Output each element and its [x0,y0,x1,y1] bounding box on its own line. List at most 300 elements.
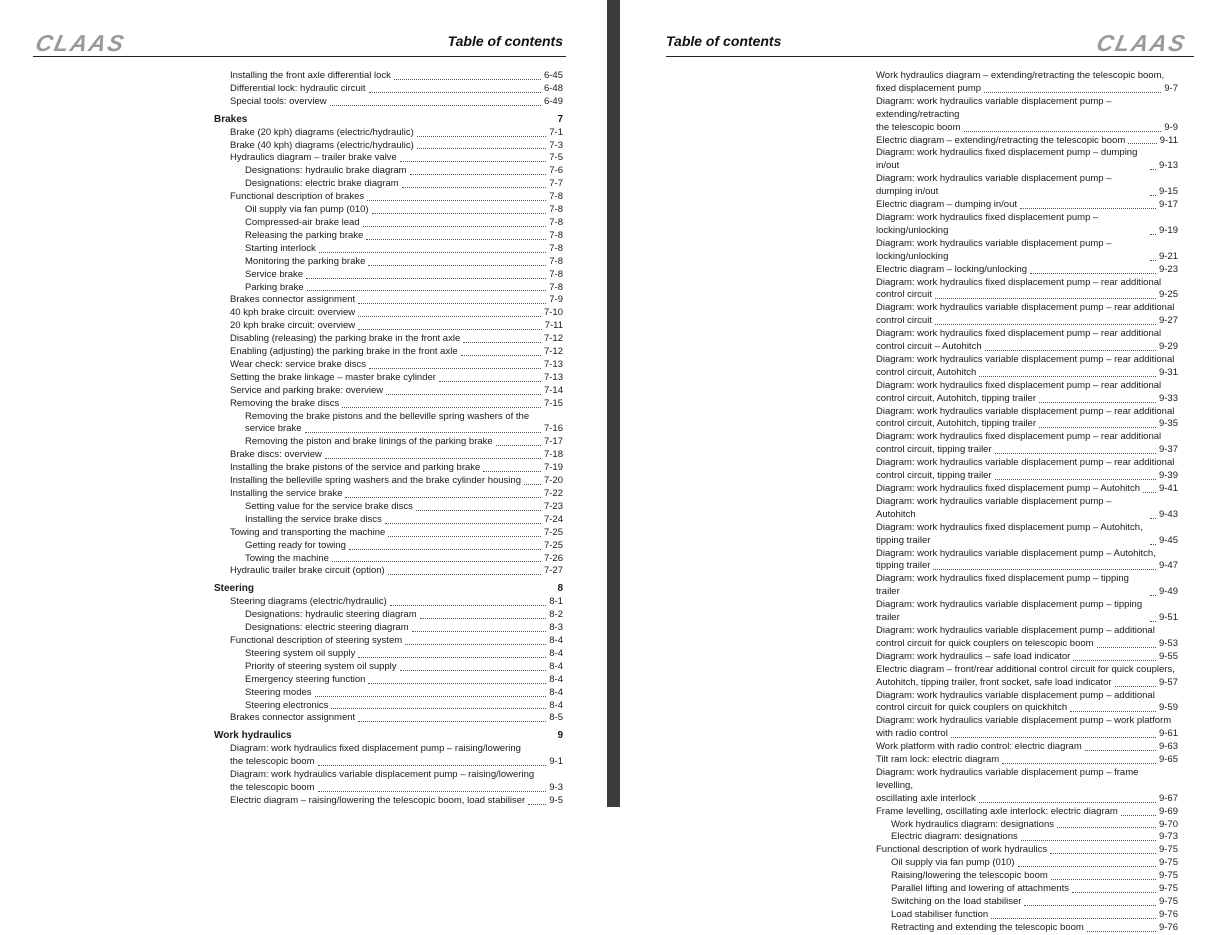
toc-leader-dots [349,549,541,550]
toc-entry[interactable] [860,470,1178,483]
toc-entry[interactable] [214,385,563,398]
toc-leader-dots [1002,763,1156,764]
toc-entry-page: 9-27 [1158,315,1178,327]
toc-entry[interactable] [860,380,1178,393]
toc-leader-dots [1121,815,1156,816]
toc-entry-page: 7 [557,113,563,125]
toc-entry-title: Diagram: work hydraulics variable displacement pump – locking/unlocking [876,237,1112,262]
toc-leader-dots [1097,647,1156,648]
toc-leader-dots [363,226,547,227]
toc-entry-page: 7-20 [543,475,563,487]
toc-leader-dots [388,536,541,537]
toc-leader-dots [1143,492,1156,493]
toc-entry-title: Diagram: work hydraulics variable displacement pump – raising/lowering [230,769,535,781]
toc-leader-dots [358,316,541,317]
toc-leader-dots [358,657,546,658]
toc-entry-page: 8-4 [549,673,563,685]
toc-entry[interactable] [214,462,563,475]
toc-entry-page: 9-1 [549,756,563,768]
toc-entry[interactable] [214,294,563,307]
toc-entry-title: Diagram: work hydraulics variable displacement pump – Autohitch, [876,547,1156,559]
toc-entry-title: Steering diagrams (electric/hydraulic) [230,596,387,608]
toc-entry[interactable] [214,687,563,700]
toc-entry-title: 20 kph brake circuit: overview [230,320,356,332]
toc-entry-page: 6-45 [543,70,563,81]
toc-entry-title: Steering electronics [245,699,329,711]
toc-entry[interactable] [860,289,1178,302]
toc-entry[interactable] [214,165,563,178]
toc-entry[interactable] [214,423,563,436]
toc-entry-page: 9-63 [1158,741,1178,753]
toc-entry[interactable] [860,277,1178,290]
toc-entry-page: 9-57 [1158,676,1178,688]
toc-entry-title: Diagram: work hydraulics – safe load indicator [876,650,1071,662]
toc-entry-page: 7-23 [543,500,563,512]
toc-leader-dots [984,92,1161,93]
toc-entry[interactable] [860,793,1178,806]
toc-entry[interactable] [860,767,1178,793]
toc-entry-title: Autohitch, tipping trailer, front socket, safe load indicator [876,676,1112,688]
toc-section-heading[interactable] [214,730,563,743]
toc-leader-dots [1072,892,1156,893]
toc-entry-title: Emergency steering function [245,673,366,685]
toc-entry[interactable] [860,754,1178,767]
toc-leader-dots [1150,260,1156,261]
toc-entry-title: service brake [245,423,302,435]
toc-entry[interactable] [860,406,1178,419]
toc-entry[interactable] [214,743,563,756]
toc-entry-page: 9 [557,730,563,742]
toc-entry-title: control circuit – Autohitch [876,341,982,353]
toc-entry[interactable] [860,883,1178,896]
toc-entry-page: 9-31 [1158,366,1178,378]
toc-entry-title: tipping trailer [876,560,931,572]
toc-entry[interactable] [860,354,1178,367]
toc-entry-title: Diagram: work hydraulics variable displacement pump – rear additional [876,302,1175,314]
toc-entry[interactable] [860,741,1178,754]
toc-entry-title: Removing the brake discs [230,397,340,409]
toc-leader-dots [369,92,541,93]
toc-entry[interactable] [860,457,1178,470]
toc-entry[interactable] [214,70,563,83]
toc-entry-title: Diagram: work hydraulics fixed displacement pump – dumping in/out [876,147,1138,172]
toc-entry[interactable] [214,553,563,566]
toc-leader-dots [358,303,546,304]
toc-entry-title: the telescopic boom [230,781,315,793]
toc-entry[interactable] [860,238,1178,264]
toc-entry-page: 9-47 [1158,560,1178,572]
toc-entry-page: 9-75 [1158,896,1178,907]
toc-entry[interactable] [860,548,1178,561]
toc-leader-dots [1021,840,1156,841]
toc-entry-page: 9-39 [1158,470,1178,482]
toc-entry[interactable] [214,514,563,527]
toc-entry-title: Tilt ram lock: electric diagram [876,754,1000,766]
toc-entry-page: 7-17 [543,436,563,448]
toc-entry-page: 9-61 [1158,728,1178,740]
toc-leader-dots [305,432,541,433]
toc-leader-dots [1073,660,1156,661]
toc-entry[interactable] [860,806,1178,819]
toc-leader-dots [390,605,546,606]
toc-leader-dots [385,523,541,524]
page-divider [607,0,620,807]
toc-entry-page: 9-29 [1158,341,1178,353]
toc-entry[interactable] [860,418,1178,431]
toc-entry[interactable] [214,152,563,165]
toc-entry-page: 7-13 [543,371,563,383]
toc-entry[interactable] [860,857,1178,870]
toc-leader-dots [1150,169,1156,170]
toc-entry-title: Electric diagram – extending/retracting the telescopic boom [876,134,1126,146]
toc-entry[interactable] [214,398,563,411]
toc-entry[interactable] [214,243,563,256]
toc-list-left [214,70,563,808]
toc-entry-title: Starting interlock [245,242,316,254]
toc-leader-dots [367,200,546,201]
toc-entry[interactable] [860,302,1178,315]
toc-entry-title: Diagram: work hydraulics fixed displacement pump – Autohitch [876,483,1141,494]
toc-entry-page: 9-37 [1158,444,1178,456]
toc-leader-dots [985,350,1156,351]
toc-leader-dots [420,618,547,619]
toc-entry-page: 8-3 [549,622,563,634]
toc-entry-title: Priority of steering system oil supply [245,660,397,672]
toc-entry[interactable] [214,191,563,204]
toc-leader-dots [306,278,546,279]
toc-entry-page: 8-4 [549,634,563,646]
toc-entry-title: with radio control [876,728,948,740]
toc-entry-page: 9-9 [1164,121,1178,133]
toc-entry[interactable] [860,844,1178,857]
toc-entry-title: Functional description of steering system [230,634,403,646]
toc-entry-title: Electric diagram – dumping in/out [876,199,1017,211]
toc-entry[interactable] [214,269,563,282]
toc-entry[interactable] [214,333,563,346]
toc-entry-title: Diagram: work hydraulics fixed displacement pump – rear additional [876,379,1162,391]
toc-entry-page: 7-27 [543,565,563,577]
toc-leader-dots [318,765,547,766]
toc-entry[interactable] [214,178,563,191]
toc-entry[interactable] [860,638,1178,651]
toc-entry-title: control circuit, tipping trailer [876,444,992,456]
toc-entry[interactable] [860,677,1178,690]
toc-entry-page: 9-5 [549,794,563,806]
toc-entry-page: 9-67 [1158,792,1178,804]
toc-entry-title: Installing the brake pistons of the service and parking brake [230,462,481,474]
toc-entry[interactable] [214,756,563,769]
toc-leader-dots [1020,208,1156,209]
toc-entry[interactable] [860,70,1178,83]
toc-leader-dots [1115,686,1156,687]
toc-entry[interactable] [214,674,563,687]
toc-entry-title: Diagram: work hydraulics fixed displacement pump – rear additional [876,328,1162,340]
toc-entry-page: 9-3 [549,781,563,793]
toc-entry-page: 9-75 [1158,870,1178,882]
toc-entry-page: 9-19 [1158,224,1178,236]
toc-entry-page: 8-1 [549,596,563,608]
toc-entry[interactable] [860,651,1178,664]
toc-leader-dots [1150,195,1156,196]
toc-entry-title: Designations: hydraulic steering diagram [245,609,417,621]
toc-entry[interactable] [860,328,1178,341]
toc-entry-title: Diagram: work hydraulics variable displacement pump – dumping in/out [876,173,1112,198]
toc-entry[interactable] [214,622,563,635]
toc-leader-dots [372,213,547,214]
toc-section-heading[interactable] [214,114,563,127]
toc-entry[interactable] [214,635,563,648]
toc-entry-title: control circuit [876,289,932,301]
toc-entry-title: Setting value for the service brake discs [245,500,413,512]
toc-entry[interactable] [860,122,1178,135]
toc-entry[interactable] [214,769,563,782]
toc-entry-title: control circuit, tipping trailer [876,470,992,482]
toc-entry[interactable] [860,96,1178,122]
toc-entry-page: 8-4 [549,686,563,698]
toc-entry[interactable] [214,527,563,540]
toc-entry[interactable] [860,393,1178,406]
toc-entry[interactable] [860,728,1178,741]
toc-entry[interactable] [860,83,1178,96]
toc-leader-dots [439,381,541,382]
toc-entry-title: Load stabiliser function [891,908,989,920]
toc-entry-page: 6-49 [543,95,563,107]
toc-entry[interactable] [860,135,1178,148]
toc-entry[interactable] [860,315,1178,328]
toc-leader-dots [332,561,541,562]
toc-entry-title: Diagram: work hydraulics variable displacement pump – frame levelling, [876,766,1139,791]
toc-leader-dots [995,453,1156,454]
toc-entry[interactable] [214,372,563,385]
toc-entry[interactable] [214,346,563,359]
toc-entry-title: Setting the brake linkage – master brake cylinder [230,371,436,383]
toc-entry[interactable] [214,204,563,217]
toc-leader-dots [461,355,541,356]
toc-entry-title: Diagram: work hydraulics variable displacement pump – rear additional [876,405,1175,417]
toc-entry-page: 7-8 [549,216,563,228]
toc-entry-title: Removing the brake pistons and the belleville spring washers of the [245,410,530,422]
toc-entry[interactable] [860,573,1178,599]
toc-entry-title: control circuit, Autohitch, tipping trailer [876,392,1036,404]
toc-leader-dots [417,148,547,149]
toc-entry-page: 7-8 [549,281,563,293]
toc-entry-title: the telescopic boom [876,121,961,133]
toc-entry-page: 9-75 [1158,844,1178,856]
toc-leader-dots [388,574,541,575]
toc-entry[interactable] [860,212,1178,238]
toc-leader-dots [1039,427,1156,428]
toc-entry[interactable] [860,625,1178,638]
toc-entry[interactable] [860,819,1178,832]
toc-entry[interactable] [214,436,563,449]
toc-entry-title: Diagram: work hydraulics variable displacement pump – additional [876,624,1155,636]
toc-entry-page: 9-41 [1158,483,1178,494]
toc-entry-title: Electric diagram – locking/unlocking [876,263,1028,275]
toc-entry-page: 7-10 [543,307,563,319]
toc-entry-page: 7-6 [549,165,563,177]
toc-leader-dots [400,161,546,162]
toc-entry-title: Brakes connector assignment [230,712,356,724]
toc-leader-dots [991,918,1156,919]
toc-entry[interactable] [214,307,563,320]
toc-leader-dots [1087,931,1156,932]
toc-entry[interactable] [214,795,563,808]
toc-entry[interactable] [860,922,1178,935]
toc-entry-title: Designations: electric brake diagram [245,178,399,190]
toc-entry-page: 9-73 [1158,831,1178,843]
toc-entry-page: 7-24 [543,513,563,525]
toc-leader-dots [1150,518,1156,519]
toc-entry-title: Hydraulic trailer brake circuit (option) [230,565,385,577]
toc-leader-dots [1085,750,1156,751]
toc-entry-title: Steering [214,583,255,595]
toc-entry-title: Diagram: work hydraulics fixed displacement pump – rear additional [876,431,1162,443]
toc-entry[interactable] [214,475,563,488]
toc-list-right [860,70,1178,935]
toc-entry-title: Work hydraulics [214,730,292,742]
toc-entry[interactable] [860,715,1178,728]
toc-entry[interactable] [860,599,1178,625]
toc-entry-title: Installing the front axle differential lock [230,70,391,81]
toc-entry[interactable] [860,702,1178,715]
toc-entry[interactable] [214,320,563,333]
toc-entry-page: 9-65 [1158,754,1178,766]
toc-entry-page: 7-1 [549,126,563,138]
toc-entry[interactable] [214,83,563,96]
toc-entry[interactable] [214,609,563,622]
toc-entry[interactable] [214,140,563,153]
toc-entry[interactable] [860,199,1178,212]
toc-entry[interactable] [214,565,563,578]
toc-entry-title: Installing the belleville spring washers and the brake cylinder housing [230,475,521,487]
toc-entry-title: Steering modes [245,686,312,698]
right-page [620,0,1225,933]
toc-entry-page: 7-22 [543,488,563,499]
toc-entry[interactable] [214,501,563,514]
toc-entry[interactable] [860,664,1178,677]
toc-entry-title: Diagram: work hydraulics variable displacement pump – tipping trailer [876,599,1143,624]
toc-entry[interactable] [860,560,1178,573]
toc-entry-title: Work hydraulics diagram: designations [891,818,1054,830]
toc-leader-dots [386,394,541,395]
toc-entry[interactable] [214,596,563,609]
toc-entry[interactable] [860,522,1178,548]
toc-entry[interactable] [860,870,1178,883]
toc-entry[interactable] [214,230,563,243]
toc-entry-title: Work hydraulics diagram – extending/retracting the telescopic boom, [876,70,1165,81]
toc-entry-page: 8-4 [549,660,563,672]
toc-entry-page: 7-25 [543,539,563,551]
toc-entry[interactable] [214,700,563,713]
toc-leader-dots [319,252,547,253]
toc-entry[interactable] [214,256,563,269]
toc-leader-dots [935,324,1156,325]
toc-entry[interactable] [860,909,1178,922]
toc-entry-title: Diagram: work hydraulics fixed displacement pump – rear additional [876,276,1162,288]
toc-entry[interactable] [214,661,563,674]
toc-leader-dots [410,174,547,175]
toc-entry-title: Designations: hydraulic brake diagram [245,165,407,177]
toc-entry-page: 7-8 [549,229,563,241]
toc-entry-page: 8-4 [549,699,563,711]
toc-entry-page: 7-3 [549,139,563,151]
toc-leader-dots [1070,711,1156,712]
toc-leader-dots [935,298,1156,299]
toc-entry-title: Brakes connector assignment [230,294,356,306]
toc-entry[interactable] [214,712,563,725]
toc-entry[interactable] [214,540,563,553]
toc-entry[interactable] [214,359,563,372]
toc-entry[interactable] [860,496,1178,522]
toc-entry[interactable] [860,431,1178,444]
toc-leader-dots [964,131,1162,132]
claas-logo: CLAAS [1094,30,1190,56]
toc-entry[interactable] [214,96,563,109]
toc-entry[interactable] [860,173,1178,199]
toc-leader-dots [1057,827,1156,828]
toc-entry[interactable] [214,488,563,501]
toc-entry-page: 8 [557,583,563,595]
toc-entry-title: Parking brake [245,281,304,293]
toc-entry[interactable] [860,483,1178,496]
toc-entry-title: Getting ready for towing [245,539,346,551]
toc-leader-dots [345,497,541,498]
toc-entry-title: fixed displacement pump [876,82,982,94]
toc-entry-page: 9-59 [1158,702,1178,714]
toc-section-heading[interactable] [214,583,563,596]
toc-entry-title: control circuit for quick couplers on quickhitch [876,702,1068,714]
toc-entry[interactable] [214,127,563,140]
toc-entry-page: 9-33 [1158,392,1178,404]
toc-entry[interactable] [860,264,1178,277]
toc-entry-title: Installing the service brake discs [245,513,382,525]
toc-leader-dots [416,510,541,511]
toc-entry[interactable] [214,449,563,462]
toc-entry[interactable] [214,411,563,424]
toc-entry[interactable] [214,648,563,661]
toc-entry-title: Parallel lifting and lowering of attachments [891,883,1069,895]
toc-entry[interactable] [860,444,1178,457]
toc-entry[interactable] [214,282,563,295]
toc-entry-page: 9-25 [1158,289,1178,301]
toc-entry-page: 9-70 [1158,818,1178,830]
toc-entry[interactable] [214,217,563,230]
toc-entry-title: Compressed-air brake lead [245,216,360,228]
toc-entry[interactable] [860,367,1178,380]
toc-entry[interactable] [860,690,1178,703]
toc-leader-dots [1030,273,1156,274]
toc-entry-page: 7-14 [543,384,563,396]
toc-entry[interactable] [860,341,1178,354]
toc-entry-page: 9-69 [1158,805,1178,817]
toc-entry[interactable] [860,147,1178,173]
toc-entry-title: Diagram: work hydraulics variable displacement pump – extending/retracting [876,95,1112,120]
toc-entry-page: 7-8 [549,242,563,254]
toc-entry-page: 9-23 [1158,263,1178,275]
toc-entry[interactable] [860,831,1178,844]
toc-entry[interactable] [214,782,563,795]
toc-leader-dots [417,136,547,137]
toc-entry-title: Service and parking brake: overview [230,384,384,396]
toc-leader-dots [315,696,547,697]
toc-entry-title: Functional description of work hydraulics [876,844,1048,856]
toc-entry[interactable] [860,896,1178,909]
toc-entry-page: 7-7 [549,178,563,190]
toc-entry-title: Brakes [214,113,248,125]
toc-leader-dots [325,458,541,459]
toc-entry-page: 9-76 [1158,921,1178,933]
toc-entry-title: the telescopic boom [230,756,315,768]
